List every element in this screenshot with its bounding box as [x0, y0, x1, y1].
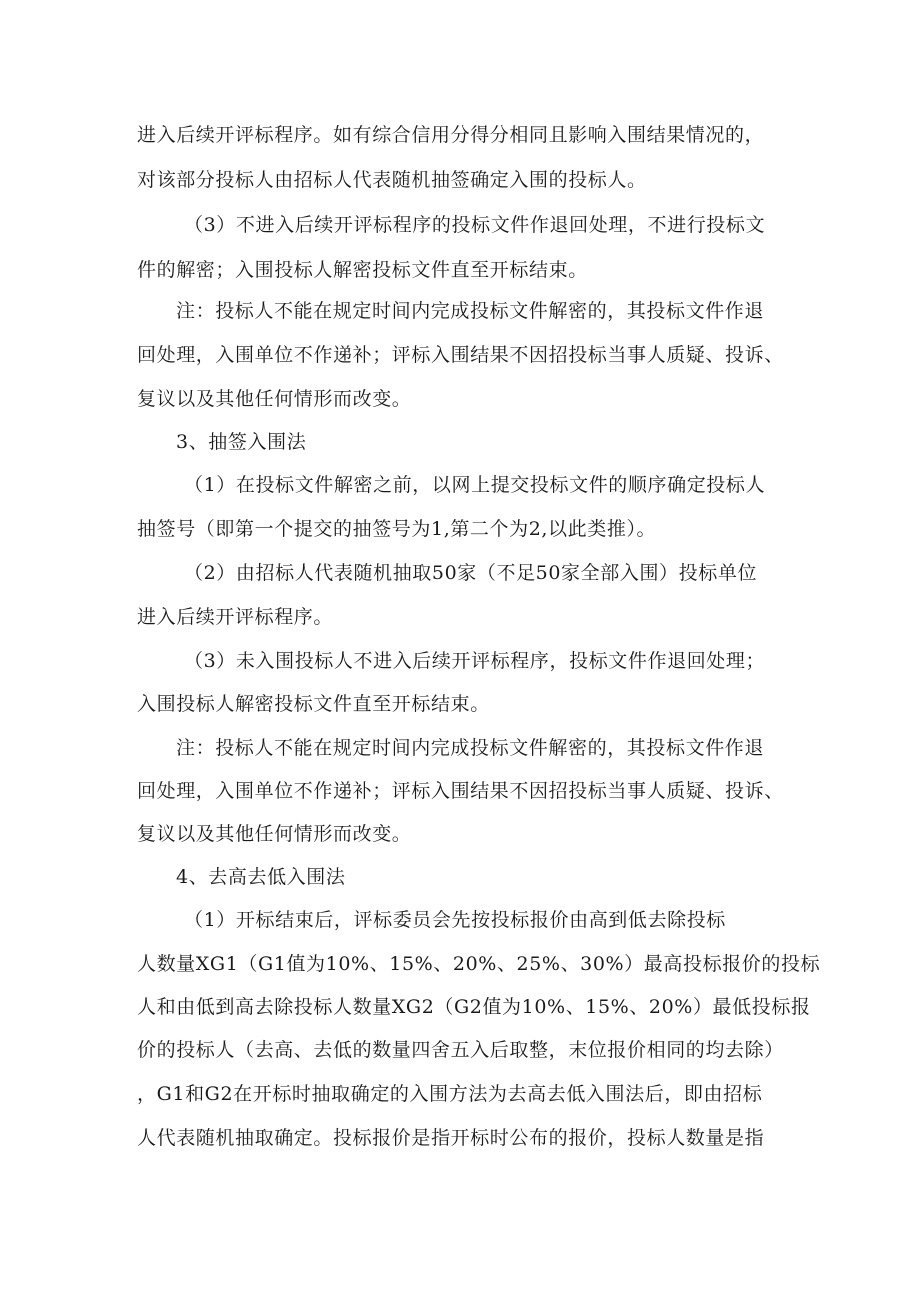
text-line: （3）未入围投标人不进入后续开评标程序，投标文件作退回处理；	[184, 650, 766, 672]
text-line: 注：投标人不能在规定时间内完成投标文件解密的，其投标文件作退	[176, 737, 765, 759]
text-line: 进入后续开评标程序。如有综合信用分得分相同且影响入围结果情况的，	[137, 124, 765, 146]
text-line: 注：投标人不能在规定时间内完成投标文件解密的，其投标文件作退	[176, 300, 765, 322]
text-line: 人和由低到高去除投标人数量XG2（G2值为10%、15%、20%）最低投标报	[137, 996, 811, 1018]
text-line: 对该部分投标人由招标人代表随机抽签确定入围的投标人。	[137, 169, 647, 191]
text-line: 人代表随机抽取确定。投标报价是指开标时公布的报价，投标人数量是指	[137, 1127, 765, 1149]
text-line: 回处理，入围单位不作递补；评标入围结果不因招投标当事人质疑、投诉、	[137, 344, 784, 366]
text-line: 人数量XG1（G1值为10%、15%、20%、25%、30%）最高投标报价的投标	[137, 953, 821, 975]
text-line: 件的解密；入围投标人解密投标文件直至开标结束。	[137, 259, 588, 281]
text-line: ，G1和G2在开标时抽取确定的入围方法为去高去低入围法后，即由招标	[137, 1083, 763, 1105]
text-line: 回处理，入围单位不作递补；评标入围结果不因招投标当事人质疑、投诉、	[137, 780, 784, 802]
text-line: 入围投标人解密投标文件直至开标结束。	[137, 693, 490, 715]
text-line: 复议以及其他任何情形而改变。	[137, 388, 412, 410]
section-heading: 3、抽签入围法	[176, 431, 307, 453]
section-heading: 4、去高去低入围法	[176, 866, 346, 888]
text-line: 复议以及其他任何情形而改变。	[137, 823, 412, 845]
text-line: 进入后续开评标程序。	[137, 606, 334, 628]
text-line: （2）由招标人代表随机抽取50家（不足50家全部入围）投标单位	[184, 562, 758, 584]
text-line: （1）开标结束后，评标委员会先按投标报价由高到低去除投标	[184, 909, 726, 931]
text-line: （3）不进入后续开评标程序的投标文件作退回处理，不进行投标文	[184, 214, 766, 236]
text-line: （1）在投标文件解密之前，以网上提交投标文件的顺序确定投标人	[184, 474, 766, 496]
text-line: 价的投标人（去高、去低的数量四舍五入后取整，末位报价相同的均去除）	[137, 1039, 784, 1061]
text-line: 抽签号（即第一个提交的抽签号为1,第二个为2,以此类推）。	[137, 518, 657, 540]
